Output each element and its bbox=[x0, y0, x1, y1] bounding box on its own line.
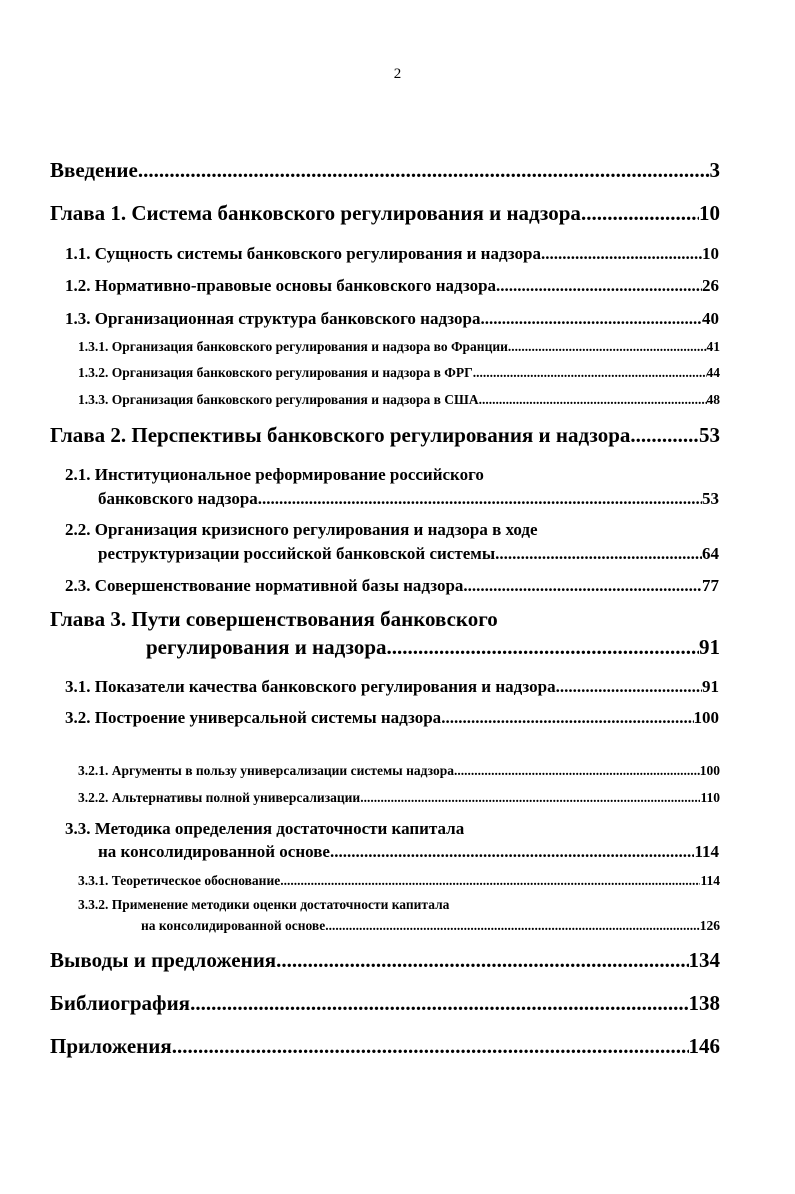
toc-page: 41 bbox=[706, 339, 720, 354]
toc-title-line-1: 3.3. Методика определения достаточности капитала bbox=[65, 819, 465, 838]
toc-title: Глава 2. Перспективы банковского регулирования и надзора bbox=[50, 423, 631, 447]
toc-page: 138 bbox=[688, 991, 720, 1015]
toc-entry-2-2 bbox=[65, 520, 719, 564]
toc-page: 100 bbox=[699, 763, 720, 778]
toc-title-line-1: 3.3.2. Применение методики оценки достаточности капитала bbox=[78, 897, 450, 912]
dot-leader bbox=[556, 677, 702, 697]
toc-page: 3 bbox=[709, 158, 720, 182]
toc-page: 44 bbox=[706, 365, 720, 380]
toc-page: 53 bbox=[702, 489, 719, 508]
toc-title: 2.3. Совершенствование нормативной базы надзора bbox=[65, 576, 464, 595]
dot-leader bbox=[496, 276, 702, 296]
toc-page: 48 bbox=[706, 392, 720, 407]
toc-page: 114 bbox=[694, 842, 719, 861]
toc-title: Введение bbox=[50, 158, 138, 182]
toc-entry-1-3-1 bbox=[78, 339, 720, 355]
toc-title: 3.2. Построение универсальной системы надзора bbox=[65, 708, 442, 727]
page-number: 2 bbox=[393, 66, 402, 82]
toc-title-line-2: банковского надзора bbox=[98, 489, 258, 508]
toc-entry-intro bbox=[50, 158, 720, 183]
toc-title: 3.1. Показатели качества банковского регулирования и надзора bbox=[65, 677, 556, 696]
dot-leader bbox=[508, 339, 707, 355]
toc-entry-appendices bbox=[50, 1034, 720, 1059]
toc-page: 126 bbox=[699, 918, 720, 933]
toc-page: 40 bbox=[702, 309, 719, 328]
toc-title-line-2: на консолидированной основе bbox=[141, 918, 326, 933]
toc-entry-chapter-2 bbox=[50, 423, 720, 448]
toc-title: Приложения bbox=[50, 1034, 172, 1058]
toc-entry-3-3-2 bbox=[78, 897, 720, 934]
dot-leader bbox=[630, 423, 699, 448]
toc-title-line-2: реструктуризации российской банковской системы bbox=[98, 544, 496, 563]
toc-title-line-1: Глава 3. Пути совершенствования банковского bbox=[50, 607, 498, 631]
toc-entry-3-1 bbox=[65, 677, 719, 697]
toc-title: 3.2.1. Аргументы в пользу универсализации системы надзора bbox=[78, 763, 454, 778]
dot-leader bbox=[479, 392, 707, 408]
toc-title-line-2: на консолидированной основе bbox=[98, 842, 330, 861]
toc-entry-bibliography bbox=[50, 991, 720, 1016]
toc-page: 114 bbox=[700, 873, 720, 888]
toc-title: 1.3.2. Организация банковского регулирования и надзора в ФРГ bbox=[78, 365, 473, 380]
toc-page: 100 bbox=[693, 708, 719, 727]
toc-page: 10 bbox=[699, 201, 720, 225]
dot-leader bbox=[541, 244, 702, 264]
toc-entry-1-3-2 bbox=[78, 365, 720, 381]
toc-page: 53 bbox=[699, 423, 720, 447]
toc-entry-1-2 bbox=[65, 276, 719, 296]
toc-page: 146 bbox=[688, 1034, 720, 1058]
toc-page: 91 bbox=[699, 635, 720, 659]
toc-page: 10 bbox=[702, 244, 719, 263]
toc-title: 3.3.1. Теоретическое обоснование bbox=[78, 873, 281, 888]
toc-page: 77 bbox=[702, 576, 719, 595]
dot-leader bbox=[463, 576, 702, 596]
toc-entry-chapter-3 bbox=[50, 607, 720, 660]
toc-entry-2-3 bbox=[65, 576, 719, 596]
dot-leader bbox=[258, 489, 702, 509]
toc-title: Глава 1. Система банковского регулирования и надзора bbox=[50, 201, 581, 225]
dot-leader bbox=[280, 873, 700, 889]
toc-title: 3.2.2. Альтернативы полной универсализации bbox=[78, 790, 361, 805]
toc-entry-3-3-1 bbox=[78, 873, 720, 889]
toc-title: 1.1. Сущность системы банковского регулирования и надзора bbox=[65, 244, 541, 263]
toc-title-line-2: регулирования и надзора bbox=[146, 635, 387, 659]
toc-title: Выводы и предложения bbox=[50, 948, 277, 972]
dot-leader bbox=[360, 790, 700, 806]
dot-leader bbox=[387, 635, 699, 660]
toc-title: 1.3.3. Организация банковского регулирования и надзора в США bbox=[78, 392, 479, 407]
toc-entry-3-2-2 bbox=[78, 790, 720, 806]
dot-leader bbox=[581, 201, 699, 226]
dot-leader bbox=[330, 842, 694, 862]
dot-leader bbox=[495, 544, 702, 564]
dot-leader bbox=[473, 365, 707, 381]
toc-page: 26 bbox=[702, 276, 719, 295]
toc-title: Библиография bbox=[50, 991, 191, 1015]
toc-entry-3-3 bbox=[65, 819, 719, 862]
toc-entry-1-1 bbox=[65, 244, 719, 264]
dot-leader bbox=[138, 158, 710, 183]
dot-leader bbox=[325, 918, 700, 934]
toc-title: 1.3. Организационная структура банковского надзора bbox=[65, 309, 481, 328]
toc-title: 1.2. Нормативно-правовые основы банковского надзора bbox=[65, 276, 497, 295]
toc-entry-2-1 bbox=[65, 465, 719, 509]
toc-entry-3-2-1 bbox=[78, 763, 720, 779]
dot-leader bbox=[441, 708, 693, 728]
toc-title-line-1: 2.1. Институциональное реформирование российского bbox=[65, 465, 484, 484]
toc-page: 91 bbox=[702, 677, 719, 696]
toc-title: 1.3.1. Организация банковского регулирования и надзора во Франции bbox=[78, 339, 508, 354]
toc-title-line-1: 2.2. Организация кризисного регулирования и надзора в ходе bbox=[65, 520, 538, 539]
toc-entry-1-3 bbox=[65, 309, 719, 329]
toc-page: 64 bbox=[702, 544, 719, 563]
dot-leader bbox=[480, 309, 702, 329]
dot-leader bbox=[172, 1034, 689, 1059]
toc-page: 110 bbox=[700, 790, 720, 805]
toc-page: 134 bbox=[688, 948, 720, 972]
dot-leader bbox=[190, 991, 688, 1016]
toc-entry-conclusions bbox=[50, 948, 720, 973]
toc-entry-1-3-3 bbox=[78, 392, 720, 408]
toc-entry-3-2 bbox=[65, 708, 719, 728]
dot-leader bbox=[454, 763, 700, 779]
toc-entry-chapter-1 bbox=[50, 201, 720, 226]
dot-leader bbox=[276, 948, 688, 973]
